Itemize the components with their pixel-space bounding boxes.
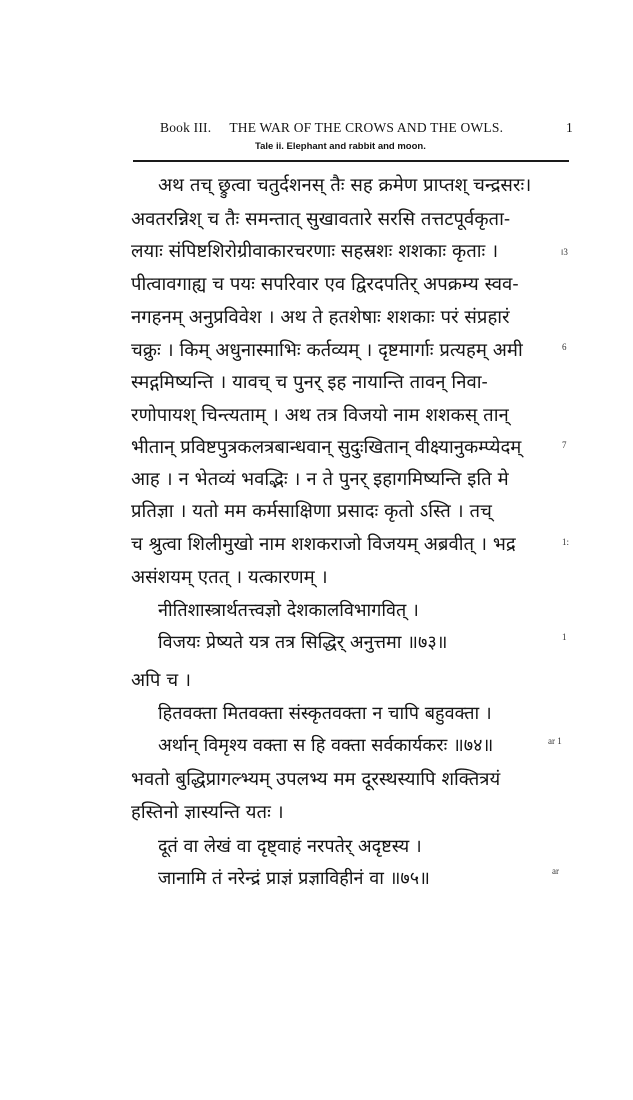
text-line: असंशयम् एतत् । यत्कारणम् । [131,567,328,588]
header-rule [133,160,569,162]
margin-note: 1 [562,632,567,642]
text-line: लयाः संपिष्टशिरोग्रीवाकारचरणाः सहस्रशः शशकाः कृताः । [131,241,499,262]
margin-note: ।3 [560,247,568,257]
margin-note: 1: [562,537,570,547]
tale-subtitle: Tale ii. Elephant and rabbit and moon. [255,141,426,152]
text-line: स्मद्गमिष्यन्ति । यावच् च पुनर् इह नायान्ति तावन् निवा- [131,372,488,393]
margin-note: ar 1 [548,736,562,746]
verse-line: दूतं वा लेखं वा दृष्ट्वाहं नरपतेर् अदृष्टस्य । [158,836,422,857]
margin-note: ar [552,866,559,876]
verse-line: अर्थान् विमृश्य वक्ता स हि वक्ता सर्वकार्यकरः ॥७४॥ [158,735,494,756]
book-label: Book III. [160,120,212,135]
text-line: पीत्वावगाह्य च पयः सपरिवार एव द्विरदपतिर् अपक्रम्य स्वव- [131,274,519,295]
text-line: रणोपायश् चिन्त्यताम् । अथ तत्र विजयो नाम शशकस् तान् [131,405,509,426]
text-line: अपि च । [131,670,191,691]
text-line: भीतान् प्रविष्टपुत्रकलत्रबान्धवान् सुदुःखितान् वीक्ष्यानुकम्प्येदम् [131,437,522,458]
running-header [160,120,580,136]
margin-note: 7 [562,440,567,450]
text-line: भवतो बुद्धिप्रागल्भ्यम् उपलभ्य मम दूरस्थस्यापि शक्तित्रयं [131,769,501,790]
text-line: च श्रुत्वा शिलीमुखो नाम शशकराजो विजयम् अब्रवीत् । भद्र [131,534,516,555]
text-line: चक्रुः । किम् अधुनास्माभिः कर्तव्यम् । दृष्टमार्गाः प्रत्यहम् अमी [131,340,523,361]
page-number: 1 [566,120,573,135]
text-line: हस्तिनो ज्ञास्यन्ति यतः । [131,802,284,823]
header-title: THE WAR OF THE CROWS AND THE OWLS. [229,120,504,135]
verse-line: जानामि तं नरेन्द्रं प्राज्ञं प्रज्ञाविहीनं वा ॥७५॥ [158,868,430,889]
text-line: प्रतिज्ञा । यतो मम कर्मसाक्षिणा प्रसादः कृतो ऽस्ति । तच् [131,501,492,522]
verse-line: हितवक्ता मितवक्ता संस्कृतवक्ता न चापि बहुवक्ता । [158,703,492,724]
verse-line: विजयः प्रेष्यते यत्र तत्र सिद्धिर् अनुत्तमा ॥७३॥ [158,632,448,653]
verse-line: नीतिशास्त्रार्थतत्त्वज्ञो देशकालविभागवित् । [158,600,419,621]
text-line: अवतरन्निश् च तैः समन्तात् सुखावतारे सरसि तत्तटपूर्वकृता- [131,209,511,230]
text-line: अथ तच् छ्रुत्वा चतुर्दशनस् तैः सह क्रमेण प्राप्तश् चन्द्रसरः। [158,175,532,196]
margin-note: 6 [562,342,567,352]
text-line: आह । न भेतव्यं भवद्भिः । न ते पुनर् इहागमिष्यन्ति इति मे [131,469,509,490]
text-line: नगहनम् अनुप्रविवेश । अथ ते हतशेषाः शशकाः परं संप्रहारं [131,307,510,328]
